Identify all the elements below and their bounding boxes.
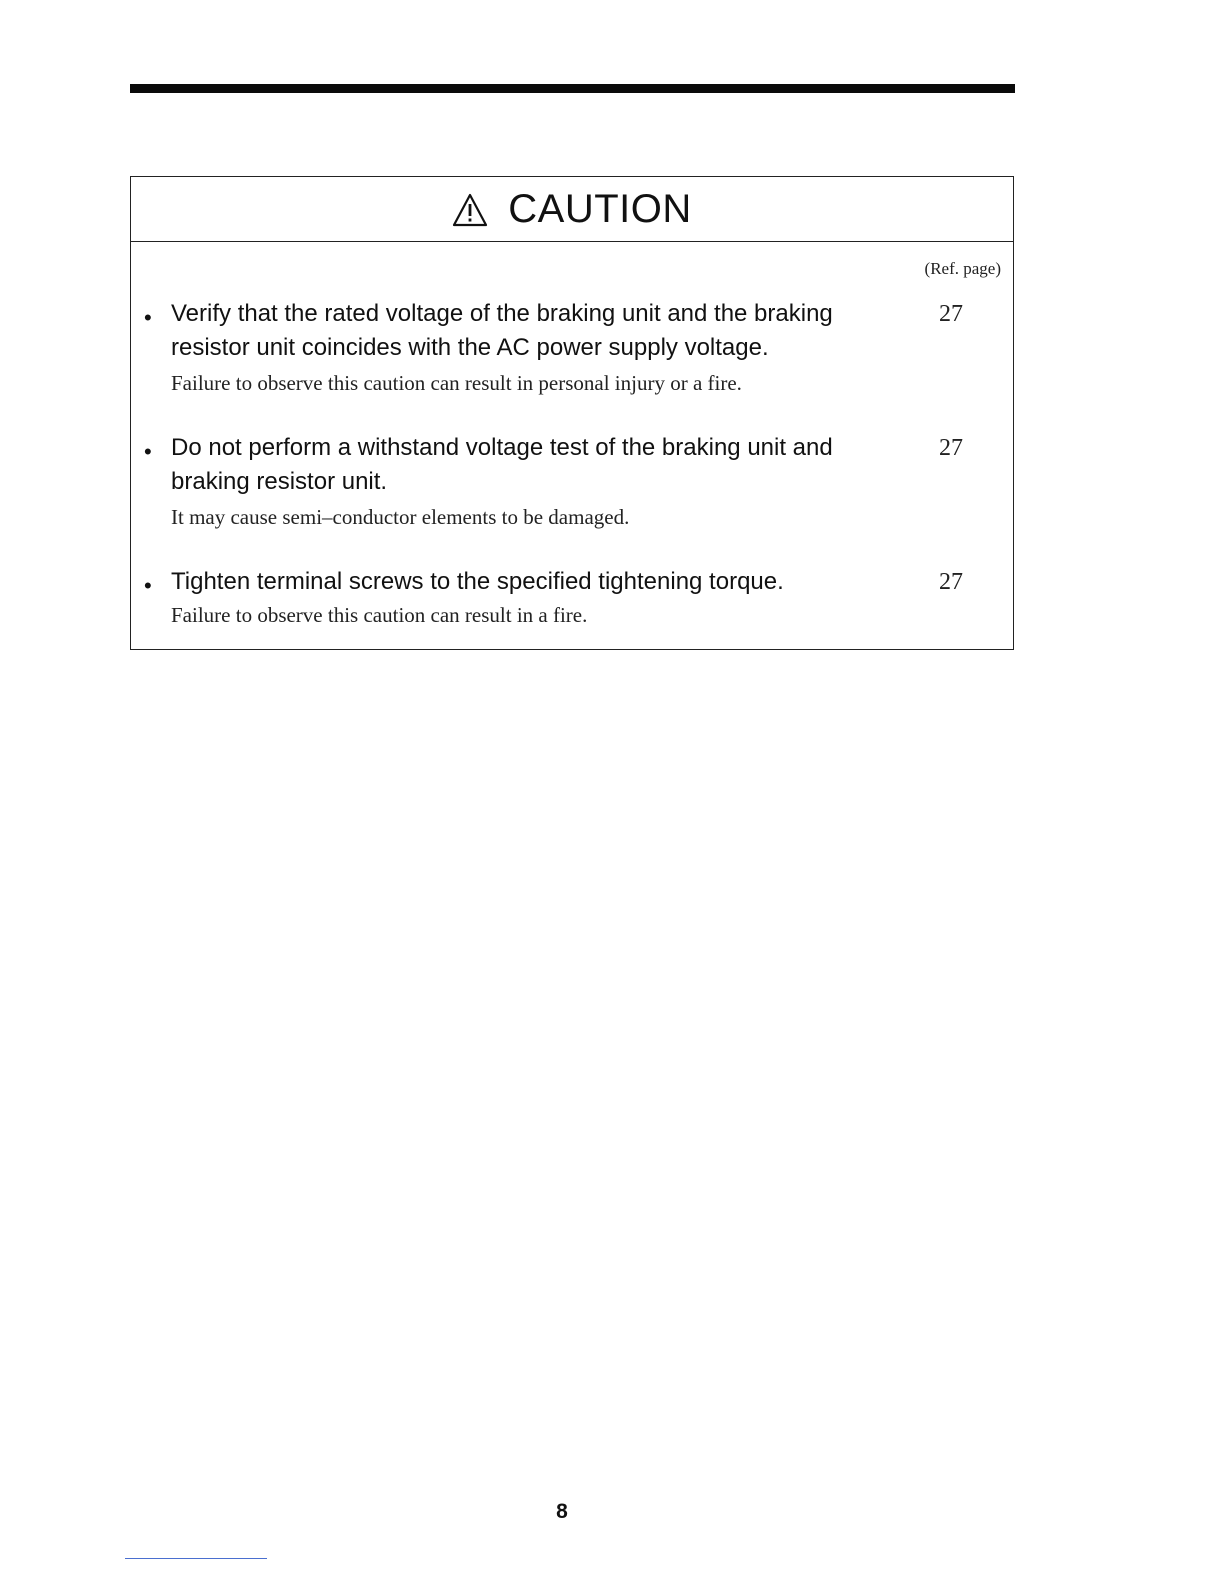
page-number: 8	[556, 1500, 568, 1523]
caution-item-note: It may cause semi–conductor elements to be damaged.	[171, 505, 630, 529]
caution-item-ref-page: 27	[939, 435, 963, 461]
warning-triangle-icon	[452, 193, 488, 227]
caution-header	[131, 177, 1013, 242]
caution-item-text: Verify that the rated voltage of the braking unit and the braking resistor unit coincides with the AC power supply voltage.	[171, 300, 833, 361]
ref-page-label: (Ref. page)	[924, 259, 1001, 278]
bullet: •	[144, 439, 152, 464]
bullet: •	[144, 305, 152, 330]
caution-item-ref-page: 27	[939, 569, 963, 595]
header-rule	[130, 84, 1015, 93]
footer-link-underline	[125, 1558, 267, 1559]
caution-item-text: Do not perform a withstand voltage test of the braking unit and braking resistor unit.	[171, 434, 833, 495]
caution-item-text: Tighten terminal screws to the specified tightening torque.	[171, 568, 784, 595]
bullet: •	[144, 573, 152, 598]
caution-title: CAUTION	[508, 186, 692, 231]
caution-item-note: Failure to observe this caution can result in personal injury or a fire.	[171, 371, 742, 395]
caution-box	[130, 176, 1014, 650]
caution-item-ref-page: 27	[939, 301, 963, 327]
caution-item-note: Failure to observe this caution can result in a fire.	[171, 603, 588, 627]
